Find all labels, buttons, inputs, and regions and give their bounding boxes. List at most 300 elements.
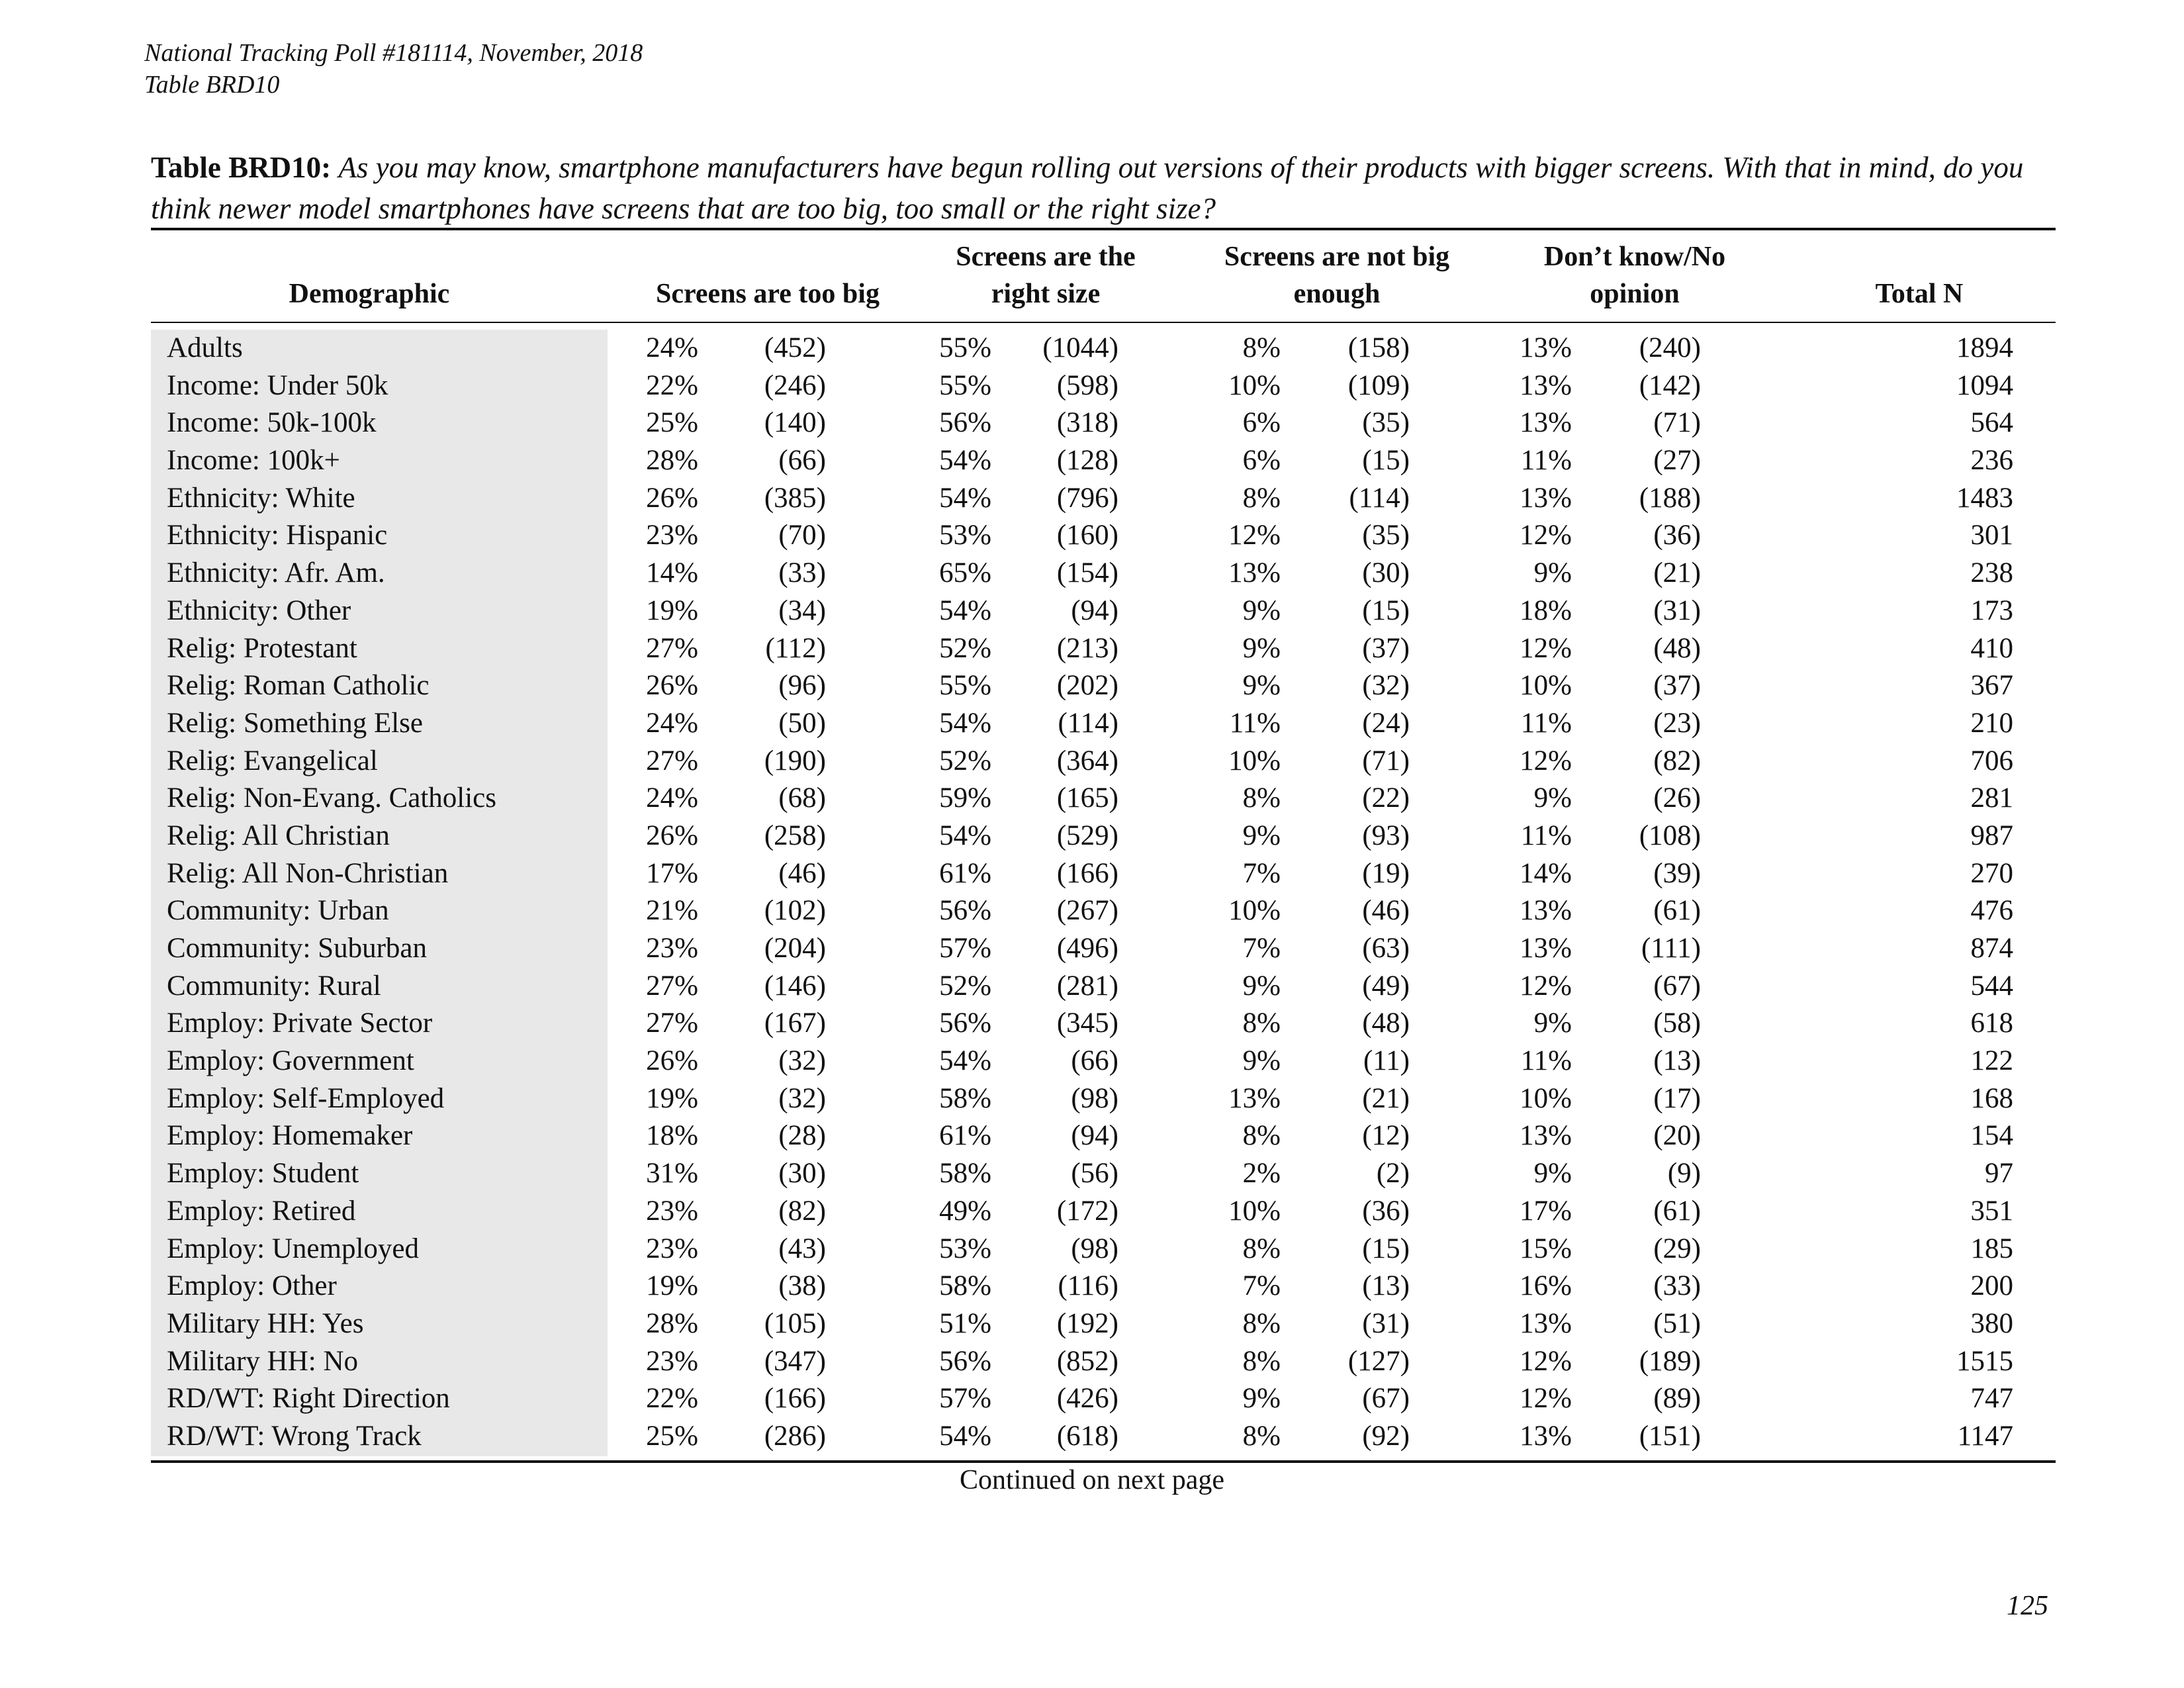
too-big-count: (452) — [764, 332, 826, 363]
too-big-count: (347) — [764, 1345, 826, 1377]
continued-note: Continued on next page — [959, 1465, 1225, 1495]
dont-know-pct: 13% — [1520, 369, 1572, 401]
not-big-enough-pct: 8% — [1242, 1120, 1281, 1152]
total-n: 987 — [1970, 820, 2013, 851]
too-big-count: (32) — [778, 1045, 826, 1077]
row-label: Relig: Evangelical — [167, 745, 378, 776]
not-big-enough-count: (48) — [1362, 1008, 1410, 1039]
not-big-enough-pct: 9% — [1242, 670, 1281, 702]
too-big-count: (32) — [778, 1082, 826, 1114]
total-n: 476 — [1970, 895, 2013, 927]
not-big-enough-count: (24) — [1362, 707, 1410, 739]
dont-know-pct: 17% — [1520, 1195, 1572, 1227]
not-big-enough-count: (158) — [1347, 332, 1410, 363]
table-row — [0, 330, 2184, 367]
row-label: Community: Rural — [167, 970, 381, 1002]
table-row — [0, 1268, 2184, 1305]
not-big-enough-count: (35) — [1362, 407, 1410, 439]
dont-know-count: (29) — [1653, 1233, 1701, 1264]
not-big-enough-count: (19) — [1362, 857, 1410, 889]
not-big-enough-count: (30) — [1362, 557, 1410, 589]
not-big-enough-pct: 8% — [1242, 1420, 1281, 1452]
right-size-pct: 56% — [939, 895, 991, 927]
too-big-count: (34) — [778, 594, 826, 626]
right-size-pct: 53% — [939, 1233, 991, 1264]
too-big-count: (96) — [778, 670, 826, 702]
dont-know-pct: 15% — [1520, 1233, 1572, 1264]
table-row — [0, 480, 2184, 518]
too-big-count: (50) — [778, 707, 826, 739]
dont-know-count: (27) — [1653, 445, 1701, 477]
table-row — [0, 1155, 2184, 1193]
col-header-right-size-line1: Screens are the — [956, 242, 1136, 272]
right-size-pct: 52% — [939, 632, 991, 664]
dont-know-pct: 9% — [1533, 1008, 1572, 1039]
right-size-count: (128) — [1056, 445, 1118, 477]
row-label: Relig: Something Else — [167, 707, 423, 739]
right-size-count: (852) — [1056, 1345, 1118, 1377]
right-size-count: (426) — [1056, 1383, 1118, 1415]
dont-know-count: (188) — [1639, 482, 1701, 514]
too-big-pct: 22% — [646, 1383, 698, 1415]
not-big-enough-count: (11) — [1363, 1045, 1410, 1077]
not-big-enough-count: (15) — [1362, 445, 1410, 477]
row-label: Employ: Student — [167, 1158, 359, 1190]
table-row — [0, 1043, 2184, 1080]
table-row — [0, 892, 2184, 930]
too-big-pct: 25% — [646, 407, 698, 439]
dont-know-pct: 9% — [1533, 557, 1572, 589]
not-big-enough-count: (49) — [1362, 970, 1410, 1002]
too-big-count: (30) — [778, 1158, 826, 1190]
right-size-count: (154) — [1056, 557, 1118, 589]
too-big-pct: 23% — [646, 1233, 698, 1264]
right-size-count: (213) — [1056, 632, 1118, 664]
right-size-count: (165) — [1056, 782, 1118, 814]
total-n: 1515 — [1956, 1345, 2013, 1377]
table-row — [0, 1193, 2184, 1231]
not-big-enough-pct: 6% — [1242, 445, 1281, 477]
total-n: 1894 — [1956, 332, 2013, 363]
caption-label: Table BRD10: — [151, 151, 332, 184]
right-size-pct: 56% — [939, 1345, 991, 1377]
col-header-right-size-line2: right size — [991, 279, 1101, 309]
not-big-enough-pct: 8% — [1242, 782, 1281, 814]
not-big-enough-pct: 6% — [1242, 407, 1281, 439]
right-size-pct: 65% — [939, 557, 991, 589]
too-big-pct: 28% — [646, 1307, 698, 1339]
too-big-count: (33) — [778, 557, 826, 589]
table-row — [0, 705, 2184, 743]
not-big-enough-pct: 9% — [1242, 970, 1281, 1002]
right-size-count: (496) — [1056, 933, 1118, 964]
right-size-count: (529) — [1056, 820, 1118, 851]
dont-know-count: (9) — [1667, 1158, 1701, 1190]
not-big-enough-pct: 9% — [1242, 1383, 1281, 1415]
dont-know-pct: 13% — [1520, 1307, 1572, 1339]
dont-know-pct: 13% — [1520, 482, 1572, 514]
total-n: 1483 — [1956, 482, 2013, 514]
table-row — [0, 1080, 2184, 1118]
top-rule — [151, 228, 2056, 230]
dont-know-count: (82) — [1653, 745, 1701, 776]
table-row — [0, 442, 2184, 480]
right-size-count: (281) — [1056, 970, 1118, 1002]
total-n: 747 — [1970, 1383, 2013, 1415]
right-size-pct: 54% — [939, 1420, 991, 1452]
dont-know-pct: 11% — [1520, 820, 1572, 851]
not-big-enough-pct: 9% — [1242, 594, 1281, 626]
col-header-total-n: Total N — [1875, 279, 1964, 309]
too-big-pct: 26% — [646, 1045, 698, 1077]
not-big-enough-count: (22) — [1362, 782, 1410, 814]
table-caption — [151, 147, 2057, 229]
too-big-count: (167) — [764, 1008, 826, 1039]
table-row — [0, 780, 2184, 818]
too-big-pct: 24% — [646, 782, 698, 814]
table-row — [0, 818, 2184, 855]
row-label: RD/WT: Right Direction — [167, 1383, 450, 1415]
row-label: Ethnicity: Other — [167, 594, 351, 626]
dont-know-pct: 11% — [1520, 1045, 1572, 1077]
right-size-pct: 56% — [939, 1008, 991, 1039]
table-row — [0, 1117, 2184, 1155]
right-size-pct: 55% — [939, 369, 991, 401]
total-n: 544 — [1970, 970, 2013, 1002]
too-big-pct: 17% — [646, 857, 698, 889]
too-big-pct: 24% — [646, 332, 698, 363]
table-row — [0, 855, 2184, 893]
too-big-pct: 14% — [646, 557, 698, 589]
too-big-pct: 24% — [646, 707, 698, 739]
table-row — [0, 367, 2184, 405]
too-big-count: (140) — [764, 407, 826, 439]
not-big-enough-count: (15) — [1362, 594, 1410, 626]
total-n: 874 — [1970, 933, 2013, 964]
not-big-enough-pct: 7% — [1242, 857, 1281, 889]
too-big-pct: 27% — [646, 970, 698, 1002]
dont-know-pct: 10% — [1520, 670, 1572, 702]
not-big-enough-count: (93) — [1362, 820, 1410, 851]
dont-know-pct: 13% — [1520, 407, 1572, 439]
not-big-enough-pct: 10% — [1228, 745, 1281, 776]
too-big-count: (204) — [764, 933, 826, 964]
right-size-pct: 59% — [939, 782, 991, 814]
total-n: 351 — [1970, 1195, 2013, 1227]
total-n: 168 — [1970, 1082, 2013, 1114]
dont-know-count: (61) — [1653, 1195, 1701, 1227]
row-label: Employ: Homemaker — [167, 1120, 413, 1152]
dont-know-pct: 14% — [1520, 857, 1572, 889]
right-size-count: (1044) — [1042, 332, 1118, 363]
too-big-count: (146) — [764, 970, 826, 1002]
right-size-pct: 61% — [939, 1120, 991, 1152]
too-big-count: (66) — [778, 445, 826, 477]
right-size-pct: 55% — [939, 332, 991, 363]
too-big-pct: 22% — [646, 369, 698, 401]
dont-know-pct: 13% — [1520, 332, 1572, 363]
too-big-pct: 27% — [646, 1008, 698, 1039]
too-big-count: (68) — [778, 782, 826, 814]
too-big-count: (70) — [778, 520, 826, 551]
not-big-enough-count: (46) — [1362, 895, 1410, 927]
too-big-pct: 27% — [646, 632, 698, 664]
dont-know-pct: 11% — [1520, 707, 1572, 739]
total-n: 410 — [1970, 632, 2013, 664]
not-big-enough-count: (114) — [1349, 482, 1410, 514]
right-size-pct: 57% — [939, 933, 991, 964]
dont-know-count: (240) — [1639, 332, 1701, 363]
total-n: 200 — [1970, 1270, 2013, 1302]
dont-know-pct: 18% — [1520, 594, 1572, 626]
right-size-count: (116) — [1058, 1270, 1118, 1302]
right-size-pct: 54% — [939, 482, 991, 514]
too-big-pct: 19% — [646, 594, 698, 626]
right-size-pct: 53% — [939, 520, 991, 551]
not-big-enough-count: (12) — [1362, 1120, 1410, 1152]
row-label: Income: 50k-100k — [167, 407, 377, 439]
dont-know-count: (67) — [1653, 970, 1701, 1002]
not-big-enough-count: (21) — [1362, 1082, 1410, 1114]
dont-know-count: (108) — [1639, 820, 1701, 851]
dont-know-pct: 11% — [1520, 445, 1572, 477]
dont-know-pct: 9% — [1533, 782, 1572, 814]
dont-know-pct: 13% — [1520, 895, 1572, 927]
total-n: 236 — [1970, 445, 2013, 477]
right-size-pct: 61% — [939, 857, 991, 889]
dont-know-pct: 16% — [1520, 1270, 1572, 1302]
not-big-enough-pct: 9% — [1242, 632, 1281, 664]
header-rule — [151, 322, 2056, 323]
dont-know-count: (61) — [1653, 895, 1701, 927]
not-big-enough-pct: 8% — [1242, 1233, 1281, 1264]
too-big-pct: 19% — [646, 1082, 698, 1114]
table-row — [0, 404, 2184, 442]
dont-know-count: (71) — [1653, 407, 1701, 439]
too-big-pct: 26% — [646, 820, 698, 851]
not-big-enough-pct: 10% — [1228, 369, 1281, 401]
not-big-enough-count: (35) — [1362, 520, 1410, 551]
row-label: Employ: Other — [167, 1270, 337, 1302]
dont-know-count: (13) — [1653, 1045, 1701, 1077]
not-big-enough-pct: 12% — [1228, 520, 1281, 551]
too-big-pct: 19% — [646, 1270, 698, 1302]
col-header-right-size — [913, 238, 1178, 312]
too-big-count: (38) — [778, 1270, 826, 1302]
total-n: 185 — [1970, 1233, 2013, 1264]
too-big-count: (258) — [764, 820, 826, 851]
right-size-pct: 54% — [939, 707, 991, 739]
total-n: 270 — [1970, 857, 2013, 889]
dont-know-count: (189) — [1639, 1345, 1701, 1377]
caption-question: As you may know, smartphone manufacturers have begun rolling out versions of their products with bigger screens. With that in mind, do you think newer model smartphones have screens that are too big, too small or the right size? — [151, 151, 2024, 225]
table-row — [0, 1343, 2184, 1381]
row-label: Employ: Private Sector — [167, 1008, 433, 1039]
not-big-enough-count: (13) — [1362, 1270, 1410, 1302]
not-big-enough-pct: 9% — [1242, 1045, 1281, 1077]
dont-know-count: (26) — [1653, 782, 1701, 814]
row-label: Income: 100k+ — [167, 445, 340, 477]
right-size-count: (114) — [1058, 707, 1118, 739]
not-big-enough-count: (92) — [1362, 1420, 1410, 1452]
right-size-pct: 54% — [939, 1045, 991, 1077]
total-n: 154 — [1970, 1120, 2013, 1152]
right-size-count: (94) — [1071, 594, 1118, 626]
page-number: 125 — [2007, 1591, 2048, 1621]
right-size-count: (364) — [1056, 745, 1118, 776]
dont-know-count: (39) — [1653, 857, 1701, 889]
col-header-not-big-enough — [1198, 238, 1476, 312]
header-poll-title: National Tracking Poll #181114, November, 2018 — [144, 39, 643, 67]
dont-know-count: (36) — [1653, 520, 1701, 551]
total-n: 367 — [1970, 670, 2013, 702]
too-big-count: (105) — [764, 1307, 826, 1339]
too-big-count: (385) — [764, 482, 826, 514]
row-label: Ethnicity: White — [167, 482, 355, 514]
right-size-pct: 58% — [939, 1270, 991, 1302]
too-big-count: (28) — [778, 1120, 826, 1152]
table-row — [0, 743, 2184, 780]
too-big-pct: 21% — [646, 895, 698, 927]
total-n: 564 — [1970, 407, 2013, 439]
too-big-pct: 23% — [646, 520, 698, 551]
not-big-enough-pct: 13% — [1228, 557, 1281, 589]
not-big-enough-pct: 11% — [1229, 707, 1281, 739]
not-big-enough-count: (2) — [1376, 1158, 1410, 1190]
row-label: Relig: Protestant — [167, 632, 357, 664]
col-header-dont-know-line2: opinion — [1590, 279, 1680, 309]
too-big-count: (43) — [778, 1233, 826, 1264]
right-size-count: (618) — [1056, 1420, 1118, 1452]
too-big-pct: 18% — [646, 1120, 698, 1152]
total-n: 706 — [1970, 745, 2013, 776]
too-big-pct: 23% — [646, 1345, 698, 1377]
not-big-enough-count: (127) — [1347, 1345, 1410, 1377]
dont-know-pct: 12% — [1520, 1345, 1572, 1377]
col-header-demographic: Demographic — [289, 279, 450, 309]
too-big-count: (166) — [764, 1383, 826, 1415]
not-big-enough-pct: 7% — [1242, 1270, 1281, 1302]
dont-know-count: (21) — [1653, 557, 1701, 589]
too-big-count: (246) — [764, 369, 826, 401]
dont-know-count: (17) — [1653, 1082, 1701, 1114]
total-n: 1094 — [1956, 369, 2013, 401]
too-big-pct: 26% — [646, 670, 698, 702]
dont-know-count: (37) — [1653, 670, 1701, 702]
row-label: Income: Under 50k — [167, 369, 388, 401]
table-row — [0, 930, 2184, 968]
not-big-enough-count: (67) — [1362, 1383, 1410, 1415]
table-row — [0, 1005, 2184, 1043]
right-size-pct: 49% — [939, 1195, 991, 1227]
right-size-pct: 58% — [939, 1082, 991, 1114]
table-row — [0, 1305, 2184, 1343]
row-label: Military HH: Yes — [167, 1307, 364, 1339]
row-label: Relig: Non-Evang. Catholics — [167, 782, 497, 814]
row-label: Employ: Self-Employed — [167, 1082, 445, 1114]
too-big-pct: 26% — [646, 482, 698, 514]
not-big-enough-count: (31) — [1362, 1307, 1410, 1339]
row-label: Ethnicity: Hispanic — [167, 520, 388, 551]
table-row — [0, 630, 2184, 668]
dont-know-pct: 9% — [1533, 1158, 1572, 1190]
row-label: Relig: All Christian — [167, 820, 390, 851]
header-table-id: Table BRD10 — [144, 71, 280, 99]
total-n: 173 — [1970, 594, 2013, 626]
dont-know-pct: 13% — [1520, 1120, 1572, 1152]
right-size-pct: 55% — [939, 670, 991, 702]
total-n: 1147 — [1957, 1420, 2013, 1452]
dont-know-pct: 13% — [1520, 933, 1572, 964]
dont-know-pct: 12% — [1520, 970, 1572, 1002]
right-size-count: (345) — [1056, 1008, 1118, 1039]
table-body — [0, 330, 2184, 1456]
too-big-count: (112) — [765, 632, 826, 664]
row-label: Relig: Roman Catholic — [167, 670, 430, 702]
row-label: Community: Suburban — [167, 933, 427, 964]
not-big-enough-pct: 8% — [1242, 332, 1281, 363]
too-big-count: (190) — [764, 745, 826, 776]
not-big-enough-count: (36) — [1362, 1195, 1410, 1227]
dont-know-count: (151) — [1639, 1420, 1701, 1452]
table-row — [0, 1380, 2184, 1418]
right-size-pct: 54% — [939, 820, 991, 851]
total-n: 301 — [1970, 520, 2013, 551]
too-big-count: (46) — [778, 857, 826, 889]
too-big-count: (82) — [778, 1195, 826, 1227]
row-label: Ethnicity: Afr. Am. — [167, 557, 385, 589]
too-big-pct: 31% — [646, 1158, 698, 1190]
col-header-dont-know — [1502, 238, 1767, 312]
not-big-enough-pct: 8% — [1242, 1345, 1281, 1377]
dont-know-count: (31) — [1653, 594, 1701, 626]
dont-know-count: (33) — [1653, 1270, 1701, 1302]
too-big-pct: 27% — [646, 745, 698, 776]
right-size-count: (98) — [1071, 1082, 1118, 1114]
not-big-enough-count: (63) — [1362, 933, 1410, 964]
not-big-enough-pct: 8% — [1242, 1307, 1281, 1339]
right-size-count: (172) — [1056, 1195, 1118, 1227]
right-size-pct: 58% — [939, 1158, 991, 1190]
dont-know-count: (20) — [1653, 1120, 1701, 1152]
right-size-count: (318) — [1056, 407, 1118, 439]
right-size-count: (192) — [1056, 1307, 1118, 1339]
dont-know-count: (23) — [1653, 707, 1701, 739]
dont-know-pct: 10% — [1520, 1082, 1572, 1114]
right-size-count: (166) — [1056, 857, 1118, 889]
right-size-pct: 57% — [939, 1383, 991, 1415]
right-size-count: (160) — [1056, 520, 1118, 551]
col-header-too-big: Screens are too big — [656, 279, 880, 309]
right-size-count: (267) — [1056, 895, 1118, 927]
dont-know-pct: 12% — [1520, 632, 1572, 664]
dont-know-count: (58) — [1653, 1008, 1701, 1039]
right-size-pct: 54% — [939, 594, 991, 626]
row-label: Adults — [167, 332, 243, 363]
right-size-pct: 54% — [939, 445, 991, 477]
row-label: Employ: Retired — [167, 1195, 356, 1227]
dont-know-pct: 13% — [1520, 1420, 1572, 1452]
right-size-count: (98) — [1071, 1233, 1118, 1264]
running-header — [144, 37, 643, 101]
dont-know-count: (111) — [1641, 933, 1701, 964]
right-size-pct: 56% — [939, 407, 991, 439]
row-label: Employ: Government — [167, 1045, 414, 1077]
right-size-count: (66) — [1071, 1045, 1118, 1077]
dont-know-count: (48) — [1653, 632, 1701, 664]
table-row — [0, 1418, 2184, 1456]
right-size-count: (796) — [1056, 482, 1118, 514]
